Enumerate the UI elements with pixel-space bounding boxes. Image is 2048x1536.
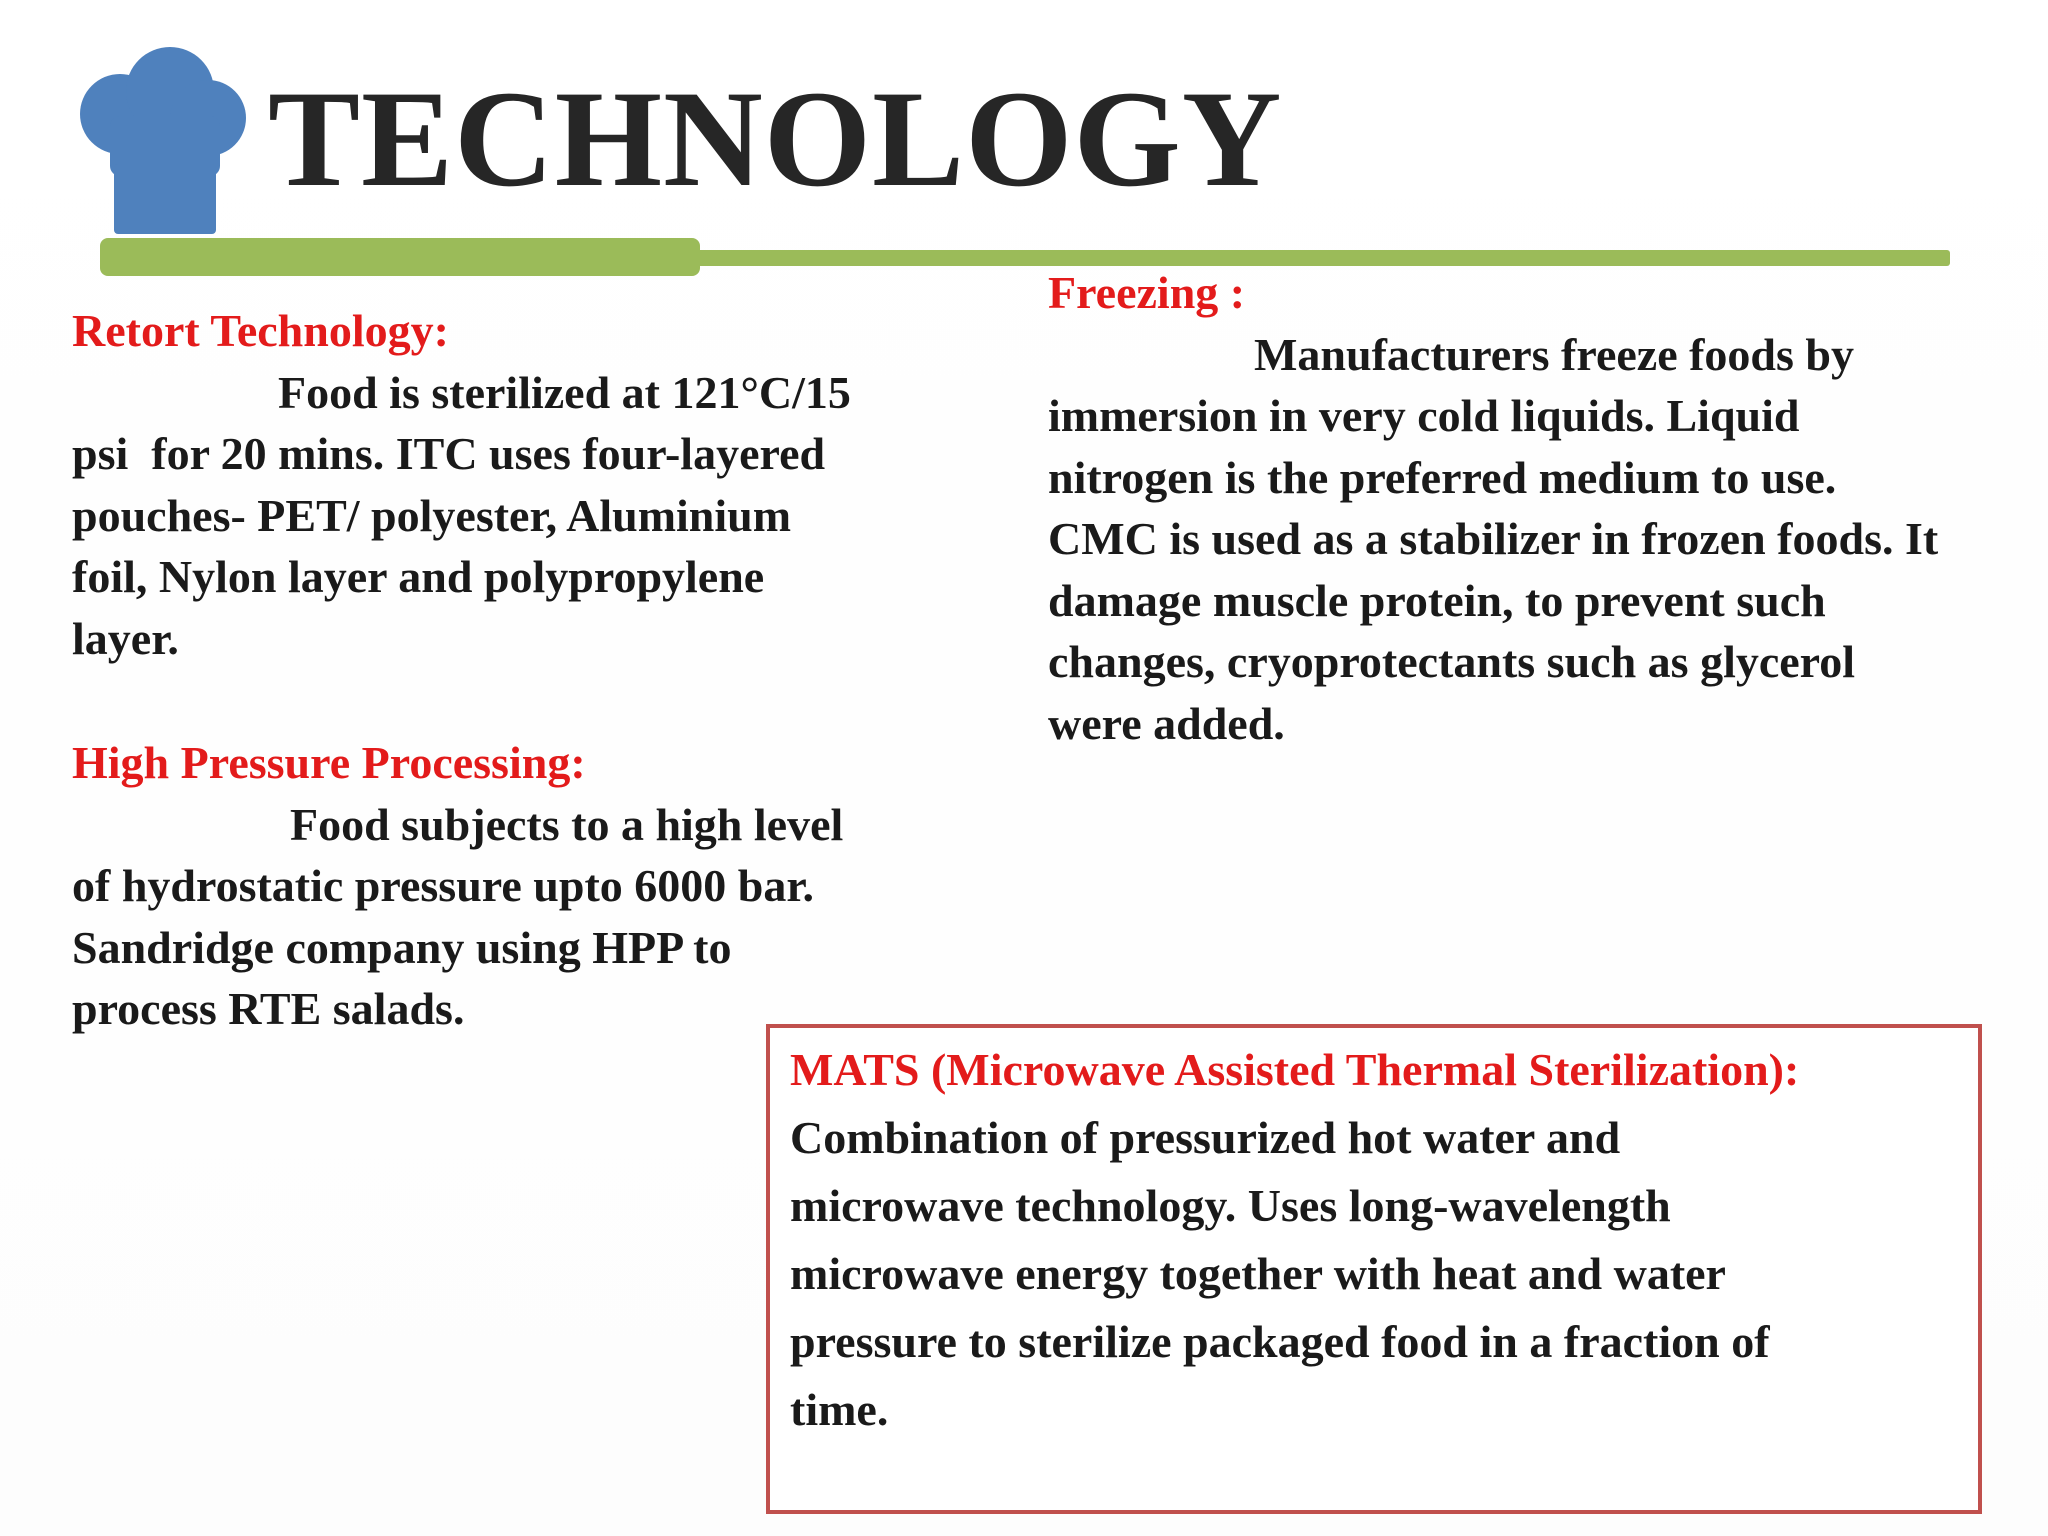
freezing-line-4: CMC is used as a stabilizer in frozen foods. It bbox=[1048, 513, 1939, 564]
mats-heading: MATS (Microwave Assisted Thermal Sterilization): bbox=[790, 1044, 1800, 1095]
freezing-line-2: immersion in very cold liquids. Liquid bbox=[1048, 390, 1800, 441]
hpp-line-4: process RTE salads. bbox=[72, 983, 465, 1034]
slide-title: TECHNOLOGY bbox=[268, 62, 1283, 215]
hpp-line-2: of hydrostatic pressure upto 6000 bar. bbox=[72, 860, 815, 911]
retort-line-5: layer. bbox=[72, 612, 179, 664]
mats-line-2: microwave technology. Uses long-wavelength bbox=[790, 1180, 1671, 1231]
retort-section bbox=[72, 300, 952, 669]
hpp-line-3: Sandridge company using HPP to bbox=[72, 921, 732, 973]
mats-line-3: microwave energy together with heat and water bbox=[790, 1248, 1726, 1299]
freezing-line-6: changes, cryoprotectants such as glycerol bbox=[1048, 636, 1856, 687]
retort-line-4: foil, Nylon layer and polypropylene bbox=[72, 551, 765, 602]
freezing-line-7: were added. bbox=[1048, 697, 1285, 749]
retort-line-2: psi for 20 mins. ITC uses four-layered bbox=[72, 428, 826, 479]
hpp-section bbox=[72, 732, 952, 1040]
mats-line-1: Combination of pressurized hot water and bbox=[790, 1112, 1621, 1163]
freezing-line-1: Manufacturers freeze foods by bbox=[1254, 328, 1854, 380]
hpp-heading: High Pressure Processing: bbox=[72, 737, 586, 788]
retort-heading: Retort Technology: bbox=[72, 305, 449, 356]
freezing-line-5: damage muscle protein, to prevent such bbox=[1048, 574, 1826, 626]
mats-line-5: time. bbox=[790, 1384, 889, 1435]
mats-line-4: pressure to sterilize packaged food in a fraction of bbox=[790, 1316, 1770, 1367]
freezing-line-3: nitrogen is the preferred medium to use. bbox=[1048, 451, 1837, 503]
retort-line-1: Food is sterilized at 121°C/15 bbox=[278, 366, 851, 418]
chef-hat-icon bbox=[78, 46, 248, 236]
mats-section bbox=[790, 1036, 1970, 1444]
retort-line-3: pouches- PET/ polyester, Aluminium bbox=[72, 489, 792, 541]
freezing-heading: Freezing : bbox=[1048, 267, 1246, 318]
title-divider-accent bbox=[100, 238, 700, 276]
hpp-line-1: Food subjects to a high level bbox=[290, 798, 844, 850]
freezing-section bbox=[1048, 262, 2038, 754]
